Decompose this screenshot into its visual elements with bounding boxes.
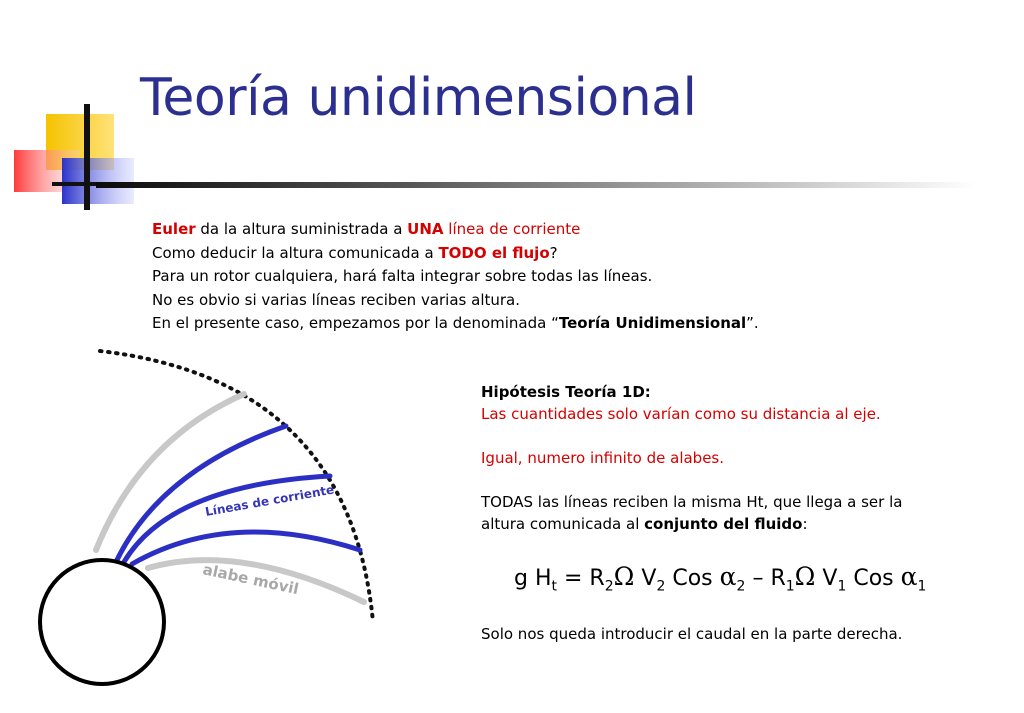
- title-divider: [96, 182, 976, 188]
- streamline-3: [132, 532, 360, 564]
- slide-title: Teoría unidimensional: [140, 68, 697, 128]
- hypothesis-point-3b: altura comunicada al conjunto del fluido:: [481, 515, 808, 533]
- streamlines-label: Líneas de corriente: [204, 482, 336, 519]
- rotor-diagram: [0, 330, 400, 709]
- hypothesis-heading: Hipótesis Teoría 1D:: [481, 383, 651, 401]
- intro-text: [152, 218, 912, 336]
- intro-line-5: En el presente caso, empezamos por la denominada “Teoría Unidimensional”.: [152, 314, 759, 332]
- blade-label: alabe móvil: [201, 560, 301, 599]
- intro-line-4: No es obvio si varias líneas reciben varias altura.: [152, 290, 520, 309]
- hypothesis-block: [481, 381, 1001, 535]
- closing-note: Solo nos queda introducir el caudal en la parte derecha.: [481, 625, 903, 643]
- hypothesis-point-1: Las cuantidades solo varían como su distancia al eje.: [481, 405, 881, 423]
- intro-line-2: Como deducir la altura comunicada a TODO el flujo?: [152, 243, 558, 262]
- intro-line-1: Euler da la altura suministrada a UNA línea de corriente: [152, 220, 581, 238]
- blade-top: [96, 394, 244, 550]
- hypothesis-point-3a: TODAS las líneas reciben la misma Ht, que llega a ser la: [481, 493, 903, 511]
- euler-formula: g $H_t = R_2\Omega$ $V_2$ Cos $\alpha_2 - R_1\Omega$ $V_1$ Cos $\alpha_1$: [514, 562, 927, 595]
- hypothesis-point-2: Igual, numero infinito de alabes.: [481, 449, 725, 467]
- intro-line-3: Para un rotor cualquiera, hará falta integrar sobre todas las líneas.: [152, 267, 653, 285]
- rotor-hub: [40, 560, 164, 684]
